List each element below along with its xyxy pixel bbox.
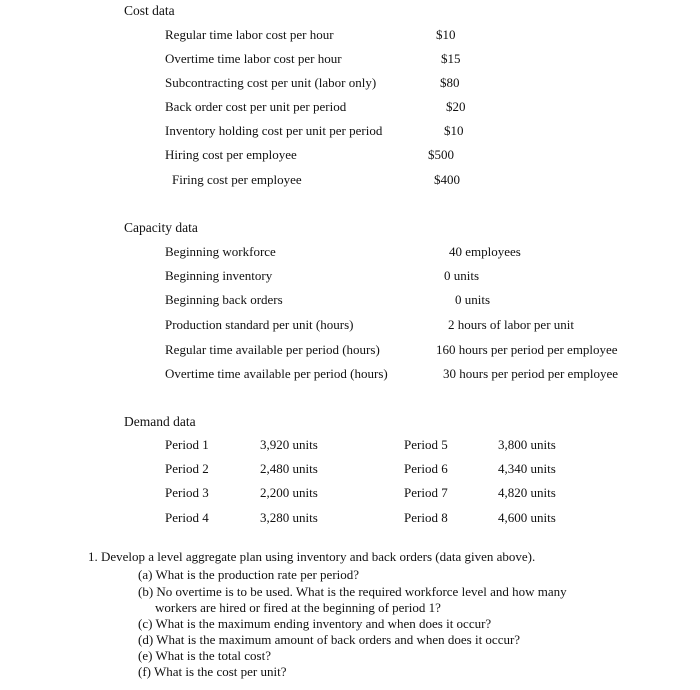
cost-value-back-order: $20 [446, 99, 466, 114]
demand-units-6: 4,340 units [498, 461, 556, 476]
demand-period-5: Period 5 [404, 437, 448, 452]
demand-period-1: Period 1 [165, 437, 209, 452]
cost-label-hiring: Hiring cost per employee [165, 147, 297, 162]
demand-units-4: 3,280 units [260, 510, 318, 525]
demand-units-1: 3,920 units [260, 437, 318, 452]
demand-period-2: Period 2 [165, 461, 209, 476]
demand-units-8: 4,600 units [498, 510, 556, 525]
demand-data-heading: Demand data [124, 414, 196, 429]
capacity-label-regular-time: Regular time available per period (hours) [165, 342, 380, 357]
question-f: (f) What is the cost per unit? [138, 664, 287, 679]
cost-value-subcontracting: $80 [440, 75, 460, 90]
cost-label-overtime: Overtime time labor cost per hour [165, 51, 342, 66]
capacity-label-overtime: Overtime time available per period (hours) [165, 366, 388, 381]
capacity-value-regular-time: 160 hours per period per employee [436, 342, 618, 357]
cost-label-regular-time: Regular time labor cost per hour [165, 27, 334, 42]
capacity-value-workforce: 40 employees [449, 244, 521, 259]
capacity-label-production-standard: Production standard per unit (hours) [165, 317, 354, 332]
demand-period-3: Period 3 [165, 485, 209, 500]
capacity-value-back-orders: 0 units [455, 292, 491, 307]
capacity-data-heading: Capacity data [124, 220, 198, 235]
question-b-line-2: workers are hired or fired at the beginning of period 1? [155, 600, 441, 615]
question-a: (a) What is the production rate per period? [138, 567, 360, 582]
question-c: (c) What is the maximum ending inventory and when does it occur? [138, 616, 492, 631]
question-intro: 1. Develop a level aggregate plan using inventory and back orders (data given above). [88, 549, 536, 564]
question-e: (e) What is the total cost? [138, 648, 271, 663]
cost-label-subcontracting: Subcontracting cost per unit (labor only) [165, 75, 377, 90]
capacity-label-inventory: Beginning inventory [165, 268, 273, 283]
cost-value-firing: $400 [434, 172, 460, 187]
cost-data-heading: Cost data [124, 3, 175, 18]
demand-units-7: 4,820 units [498, 485, 556, 500]
demand-period-8: Period 8 [404, 510, 448, 525]
cost-value-hiring: $500 [428, 147, 454, 162]
capacity-label-workforce: Beginning workforce [165, 244, 276, 259]
demand-units-2: 2,480 units [260, 461, 318, 476]
cost-value-regular-time: $10 [436, 27, 456, 42]
cost-value-inventory-holding: $10 [444, 123, 464, 138]
demand-units-3: 2,200 units [260, 485, 318, 500]
cost-value-overtime: $15 [441, 51, 461, 66]
capacity-label-back-orders: Beginning back orders [165, 292, 283, 307]
question-b-line-1: (b) No overtime is to be used. What is the required workforce level and how many [138, 584, 567, 599]
cost-label-back-order: Back order cost per unit per period [165, 99, 347, 114]
capacity-value-overtime: 30 hours per period per employee [443, 366, 619, 381]
demand-period-4: Period 4 [165, 510, 209, 525]
demand-units-5: 3,800 units [498, 437, 556, 452]
cost-label-firing: Firing cost per employee [172, 172, 302, 187]
capacity-value-inventory: 0 units [444, 268, 480, 283]
question-d: (d) What is the maximum amount of back orders and when does it occur? [138, 632, 521, 647]
demand-period-7: Period 7 [404, 485, 448, 500]
capacity-value-production-standard: 2 hours of labor per unit [448, 317, 575, 332]
demand-period-6: Period 6 [404, 461, 448, 476]
cost-label-inventory-holding: Inventory holding cost per unit per period [165, 123, 383, 138]
